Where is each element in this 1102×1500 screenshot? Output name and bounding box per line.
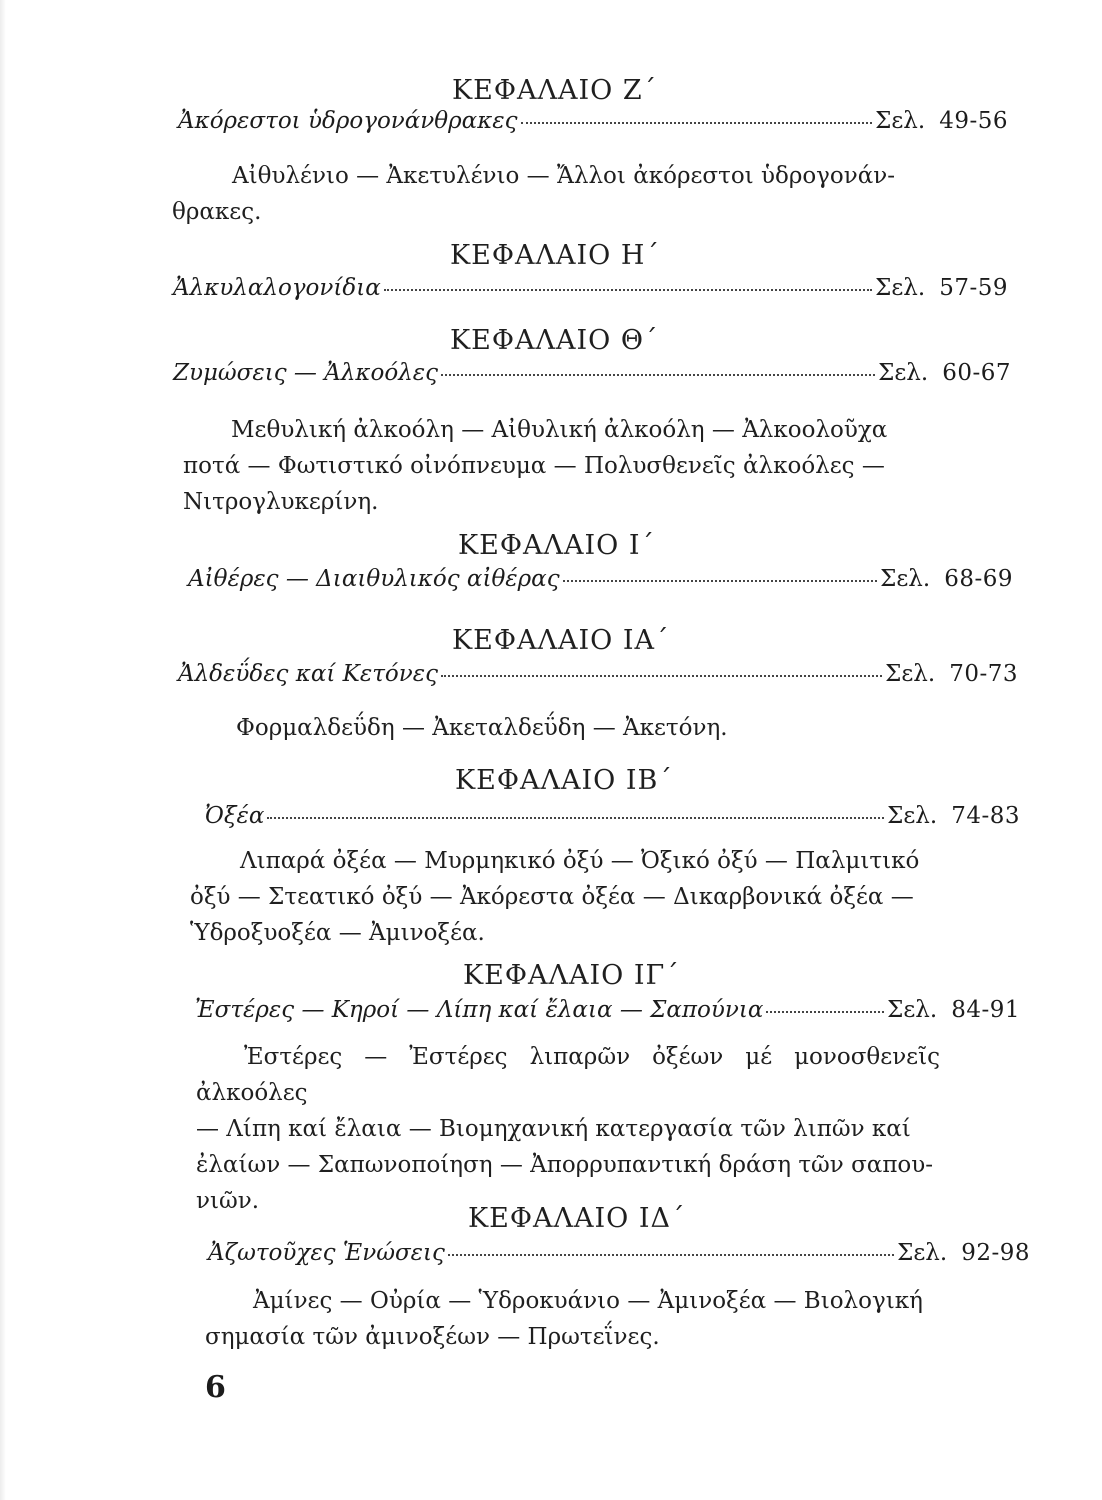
description-line: Αἰθυλένιο — Ἀκετυλένιο — Ἄλλοι ἀκόρεστοι ὑδρογονάν-	[232, 163, 896, 189]
page-label: Σελ.	[897, 1240, 948, 1266]
page-range: 57-59	[939, 275, 1008, 301]
chapter-heading: ΚΕΦΑΛΑΙΟ ΙΔ΄	[468, 1203, 686, 1234]
description-line: ποτά — Φωτιστικό οἰνόπνευμα — Πολυσθενεῖς ἀλκοόλες —	[183, 453, 885, 479]
chapter-description	[172, 158, 922, 230]
description-line: — Λίπη καί ἔλαια — Βιομηχανική κατεργασία τῶν λιπῶν καί	[196, 1116, 911, 1142]
chapter-heading: ΚΕΦΑΛΑΙΟ Θ΄	[450, 325, 659, 356]
entry-title: Ἀλκυλαλογονίδια	[173, 275, 381, 301]
chapter-heading: ΚΕΦΑΛΑΙΟ ΙΑ΄	[452, 625, 670, 656]
chapter-heading: ΚΕΦΑΛΑΙΟ ΙΒ΄	[455, 765, 673, 796]
toc-entry	[178, 108, 1008, 134]
page-number: 6	[205, 1370, 226, 1405]
description-line: Φορμαλδεΰδη — Ἀκεταλδεΰδη — Ἀκετόνη.	[236, 715, 728, 741]
description-line: Λιπαρά ὀξέα — Μυρμηκικό ὀξύ — Ὀξικό ὀξύ — Παλμιτικό	[240, 848, 920, 874]
page-range: 68-69	[944, 566, 1013, 592]
chapter-heading: ΚΕΦΑΛΑΙΟ Η΄	[450, 240, 660, 271]
page-range: 60-67	[942, 360, 1011, 386]
description-line: Ἐστέρες — Ἐστέρες λιπαρῶν ὀξέων μέ μονοσθενεῖς ἀλκοόλες	[196, 1044, 940, 1106]
page-range: 84-91	[951, 997, 1020, 1023]
page-label: Σελ.	[887, 803, 938, 829]
description-line: Νιτρογλυκερίνη.	[183, 489, 379, 515]
dot-leader	[766, 1011, 884, 1013]
toc-entry	[173, 275, 1008, 301]
chapter-description	[190, 843, 940, 951]
entry-title: Ἀλδεΰδες καί Κετόνες	[178, 661, 438, 687]
toc-entry	[173, 360, 1011, 386]
entry-title: Ζυμώσεις — Ἀλκοόλες	[173, 360, 438, 386]
page-label: Σελ.	[887, 997, 938, 1023]
page-label: Σελ.	[875, 108, 926, 134]
description-line: θρακες.	[172, 199, 262, 225]
chapter-heading: ΚΕΦΑΛΑΙΟ ΙΓ΄	[463, 960, 680, 991]
page-range: 74-83	[951, 803, 1020, 829]
toc-entry	[188, 566, 1013, 592]
page-label: Σελ.	[875, 275, 926, 301]
dot-leader	[441, 675, 882, 677]
chapter-description	[236, 710, 936, 746]
dot-leader	[448, 1254, 894, 1256]
description-line: Μεθυλική ἀλκοόλη — Αἰθυλική ἀλκοόλη — Ἀλκοολοῦχα	[231, 417, 888, 443]
description-line: Ἀμίνες — Οὐρία — Ὑδροκυάνιο — Ἀμινοξέα — Βιολογική	[253, 1288, 923, 1314]
description-line: Ὑδροξυοξέα — Ἀμινοξέα.	[190, 920, 485, 946]
dot-leader	[563, 580, 878, 582]
dot-leader	[441, 374, 875, 376]
chapter-heading: ΚΕΦΑΛΑΙΟ Ζ΄	[452, 75, 658, 106]
toc-entry	[195, 997, 1020, 1023]
page-label: Σελ.	[880, 566, 931, 592]
chapter-description	[183, 412, 923, 520]
chapter-description	[196, 1039, 940, 1219]
toc-entry	[205, 803, 1020, 829]
entry-title: Ἀζωτοῦχες Ἑνώσεις	[208, 1240, 445, 1266]
toc-entry	[178, 661, 1018, 687]
dot-leader	[521, 122, 873, 124]
page-label: Σελ.	[878, 360, 929, 386]
description-line: σημασία τῶν ἀμινοξέων — Πρωτεΐνες.	[205, 1324, 660, 1350]
chapter-description	[205, 1283, 945, 1355]
page-range: 49-56	[939, 108, 1008, 134]
toc-entry	[208, 1240, 1030, 1266]
description-line: ἐλαίων — Σαπωνοποίηση — Ἀπορρυπαντική δράση τῶν σαπου-	[196, 1152, 934, 1178]
entry-title: Αἰθέρες — Διαιθυλικός αἰθέρας	[188, 566, 560, 592]
entry-title: Ἀκόρεστοι ὑδρογονάνθρακες	[178, 108, 518, 134]
description-line: νιῶν.	[196, 1188, 260, 1214]
dot-leader	[384, 289, 872, 291]
page-label: Σελ.	[885, 661, 936, 687]
entry-title: Ἐστέρες — Κηροί — Λίπη καί ἔλαια — Σαπούνια	[195, 997, 764, 1023]
description-line: ὀξύ — Στεατικό ὀξύ — Ἀκόρεστα ὀξέα — Δικαρβονικά ὀξέα —	[190, 884, 914, 910]
page-range: 70-73	[949, 661, 1018, 687]
entry-title: Ὀξέα	[205, 803, 265, 829]
dot-leader	[267, 817, 884, 819]
chapter-heading: ΚΕΦΑΛΑΙΟ Ι΄	[458, 530, 656, 561]
page-range: 92-98	[961, 1240, 1030, 1266]
